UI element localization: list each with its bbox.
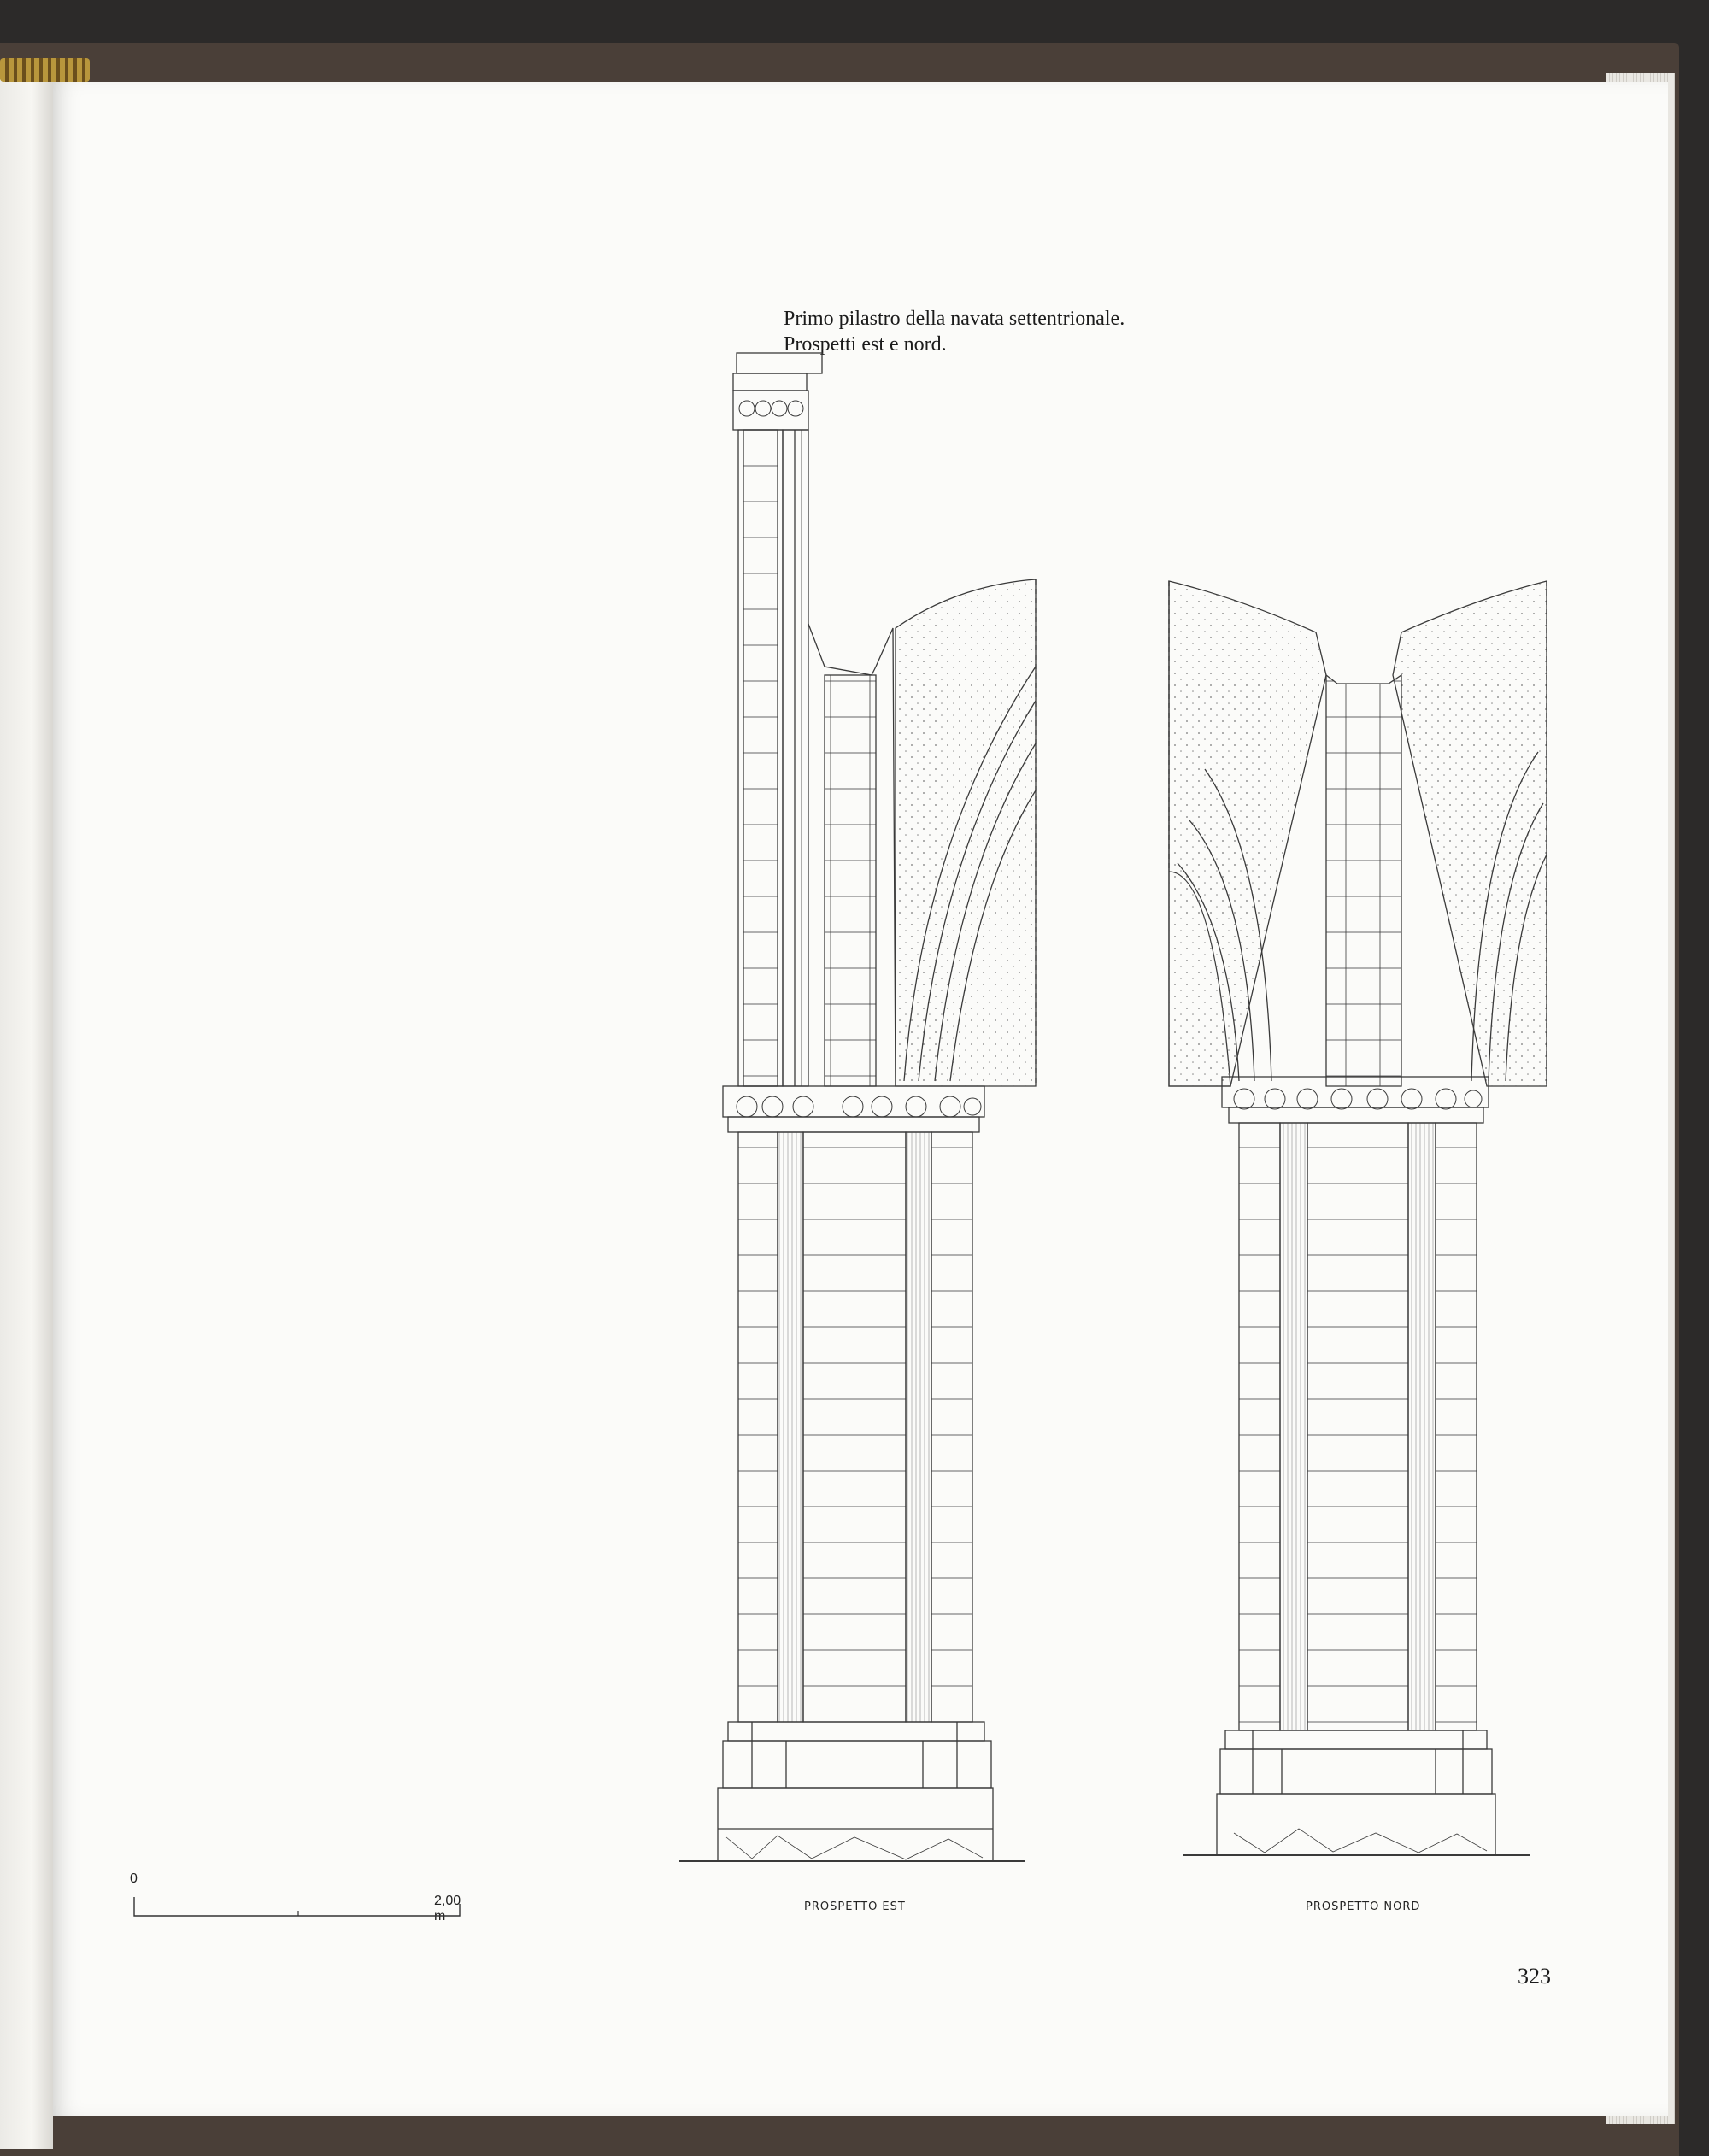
page-number: 323	[1518, 1964, 1551, 1989]
east-elevation-label: PROSPETTO EST	[804, 1900, 906, 1913]
scale-bar-line	[133, 1897, 462, 1919]
scale-end-label: 2,00 m	[434, 1894, 461, 1924]
caption-line-2: Prospetti est e nord.	[784, 333, 947, 355]
scale-start-label: 0	[130, 1871, 138, 1886]
north-elevation	[1169, 581, 1547, 1855]
scale-bar	[128, 1871, 470, 1923]
north-elevation-label: PROSPETTO NORD	[1306, 1900, 1421, 1913]
caption-line-1: Primo pilastro della navata settentrionale.	[784, 308, 1125, 330]
east-elevation	[679, 353, 1036, 1861]
